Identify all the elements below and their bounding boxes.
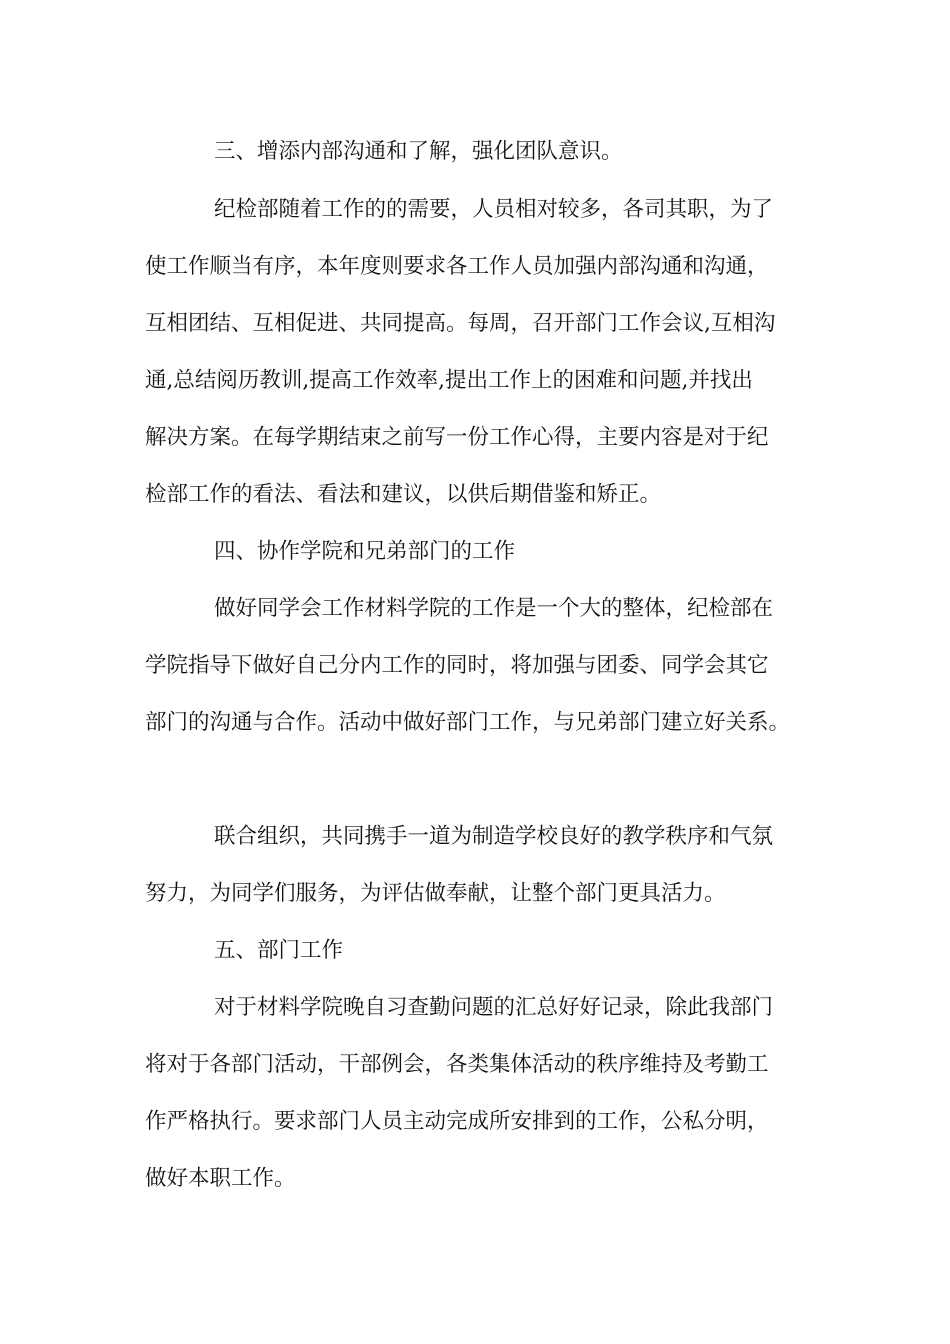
paragraph-line: 部门的沟通与合作。活动中做好部门工作，与兄弟部门建立好关系。	[145, 710, 791, 735]
paragraph-line: 作严格执行。要求部门人员主动完成所安排到的工作，公私分明，	[145, 1109, 769, 1134]
paragraph-line: 解决方案。在每学期结束之前写一份工作心得，主要内容是对于纪	[145, 425, 769, 450]
paragraph-line: 检部工作的看法、看法和建议，以供后期借鉴和矫正。	[145, 482, 662, 507]
paragraph-line: 将对于各部门活动，干部例会，各类集体活动的秩序维持及考勤工	[145, 1052, 769, 1077]
paragraph-line: 使工作顺当有序，本年度则要求各工作人员加强内部沟通和沟通，	[145, 254, 769, 279]
section-heading-5: 五、部门工作	[214, 938, 344, 963]
section-heading-4: 四、协作学院和兄弟部门的工作	[214, 539, 516, 564]
paragraph-line: 努力，为同学们服务，为评估做奉献，让整个部门更具活力。	[145, 881, 726, 906]
paragraph-line: 学院指导下做好自己分内工作的同时，将加强与团委、同学会其它	[145, 653, 769, 678]
paragraph-line: 对于材料学院晚自习查勤问题的汇总好好记录，除此我部门	[214, 995, 774, 1020]
paragraph-line: 互相团结、互相促进、共同提高。每周，召开部门工作会议,互相沟	[145, 311, 776, 336]
paragraph-line: 联合组织，共同携手一道为制造学校良好的教学秩序和气氛	[214, 824, 774, 849]
paragraph-line: 做好同学会工作材料学院的工作是一个大的整体，纪检部在	[214, 596, 774, 621]
paragraph-line: 通,总结阅历教训,提高工作效率,提出工作上的困难和问题,并找出	[145, 368, 753, 393]
paragraph-line: 纪检部随着工作的的需要，人员相对较多，各司其职，为了	[214, 197, 774, 222]
section-heading-3: 三、增添内部沟通和了解，强化团队意识。	[214, 139, 623, 164]
paragraph-line: 做好本职工作。	[145, 1166, 296, 1191]
